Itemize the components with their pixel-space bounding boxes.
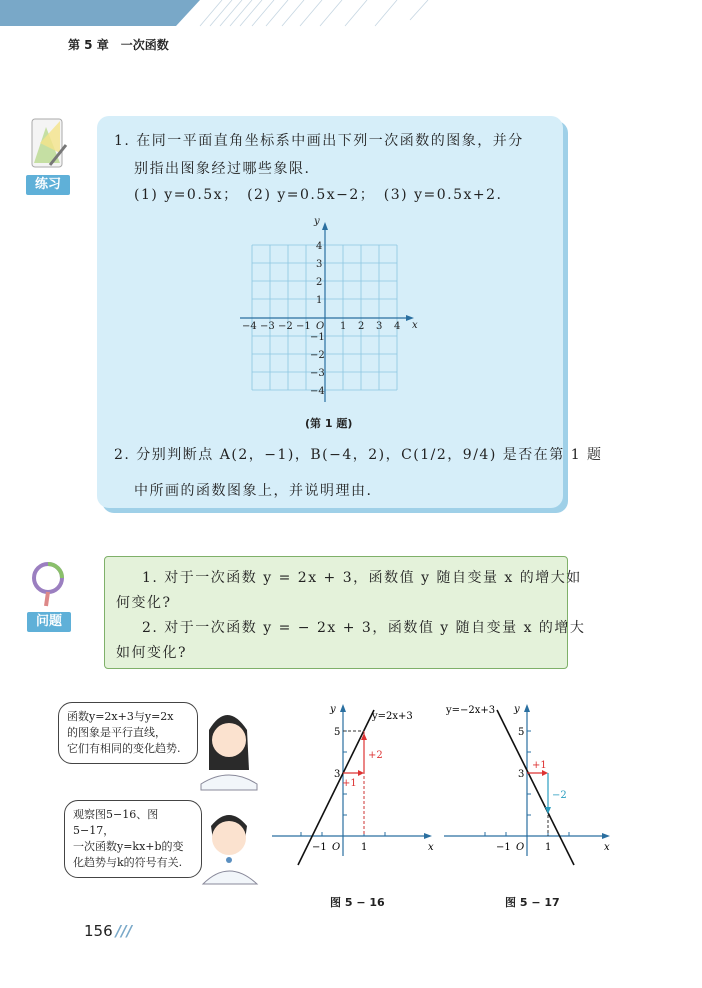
question-icon	[26, 558, 70, 610]
fig16-tick-m1: −1	[312, 842, 327, 853]
fig16-tick-1: 1	[361, 842, 368, 853]
question-line2: 何变化?	[116, 595, 172, 611]
fig17-x-label: x	[604, 842, 610, 853]
grid-y-tick: 2	[316, 277, 323, 288]
q1-items: (1) y=0.5x； (2) y=0.5x−2； (3) y=0.5x+2.	[134, 187, 503, 203]
fig17-tick-3: 3	[518, 769, 525, 780]
fig17-tick-1: 1	[545, 842, 552, 853]
bubble-line: 化趋势与k的符号有关.	[73, 856, 183, 869]
fig17-line-label: y=−2x+3	[446, 705, 496, 716]
grid-y-tick: 3	[316, 259, 323, 270]
fig16-tick-3: 3	[334, 769, 341, 780]
grid-origin: O	[316, 321, 325, 332]
fig17-tick-m1: −1	[496, 842, 511, 853]
grid-x-tick: 2	[358, 321, 365, 332]
fig17-minus2: −2	[552, 790, 567, 801]
fig16-y-label: y	[330, 704, 336, 715]
grid-x-tick: −2	[278, 321, 293, 332]
grid-x-tick: 4	[394, 321, 401, 332]
fig16-line-label: y=2x+3	[372, 711, 413, 722]
students-illustration	[195, 700, 265, 890]
practice-icon	[22, 113, 72, 175]
fig16-tick-5: 5	[334, 727, 341, 738]
fig17-origin: O	[516, 842, 525, 853]
figure-5-17	[440, 700, 615, 870]
bubble-line: 函数y=2x+3与y=2x	[67, 710, 174, 723]
fig17-caption: 图 5 − 17	[505, 896, 560, 909]
fig16-plus2: +2	[368, 750, 383, 761]
grid-caption: (第 1 题)	[305, 417, 353, 430]
fig16-plus1: +1	[342, 778, 357, 789]
grid-x-tick: 1	[340, 321, 347, 332]
page-number-slashes: ///	[115, 922, 133, 940]
question-line3: 2. 对于一次函数 y = − 2x + 3，函数值 y 随自变量 x 的增大	[142, 620, 586, 636]
q1-line2: 别指出图象经过哪些象限.	[134, 161, 311, 177]
page-number	[84, 922, 132, 940]
practice-tag: 练习	[26, 175, 70, 195]
grid-y-tick: −1	[310, 332, 325, 343]
grid-y-label: y	[314, 216, 320, 227]
header-band	[0, 0, 702, 34]
grid-x-tick: −1	[296, 321, 311, 332]
figure-5-16	[268, 700, 438, 870]
q2-line1: 2. 分别判断点 A(2，−1)，B(−4，2)，C(1/2，9/4) 是否在第 1 题	[114, 447, 603, 463]
grid-x-tick: −3	[260, 321, 275, 332]
grid-y-tick: −3	[310, 368, 325, 379]
grid-x-tick: 3	[376, 321, 383, 332]
fig17-tick-5: 5	[518, 727, 525, 738]
bubble-line: 观察图5−16、图5−17，	[73, 808, 159, 837]
grid-y-tick: 4	[316, 241, 323, 252]
coordinate-grid	[232, 212, 432, 408]
fig16-origin: O	[332, 842, 341, 853]
chapter-title: 第 5 章 一次函数	[68, 38, 169, 52]
boy-speech-bubble	[64, 800, 202, 878]
q1-line1: 1. 在同一平面直角坐标系中画出下列一次函数的图象，并分	[114, 133, 524, 149]
grid-x-tick: −4	[242, 321, 257, 332]
question-tag: 问题	[27, 612, 71, 632]
grid-x-label: x	[412, 320, 418, 331]
grid-y-tick: −2	[310, 350, 325, 361]
bubble-line: 它们有相同的变化趋势.	[67, 742, 181, 755]
bubble-line: 的图象是平行直线，	[67, 726, 166, 739]
girl-speech-bubble	[58, 702, 198, 764]
page-number-text: 156	[84, 922, 113, 940]
fig17-y-label: y	[514, 704, 520, 715]
q2-line2: 中所画的函数图象上，并说明理由.	[134, 483, 373, 499]
question-line1: 1. 对于一次函数 y = 2x + 3，函数值 y 随自变量 x 的增大如	[142, 570, 582, 586]
grid-y-tick: −4	[310, 386, 325, 397]
fig17-plus1: +1	[532, 760, 547, 771]
question-line4: 如何变化?	[116, 645, 188, 661]
bubble-line: 一次函数y=kx+b的变	[73, 840, 184, 853]
grid-y-tick: 1	[316, 295, 323, 306]
fig16-x-label: x	[428, 842, 434, 853]
fig16-caption: 图 5 − 16	[330, 896, 385, 909]
